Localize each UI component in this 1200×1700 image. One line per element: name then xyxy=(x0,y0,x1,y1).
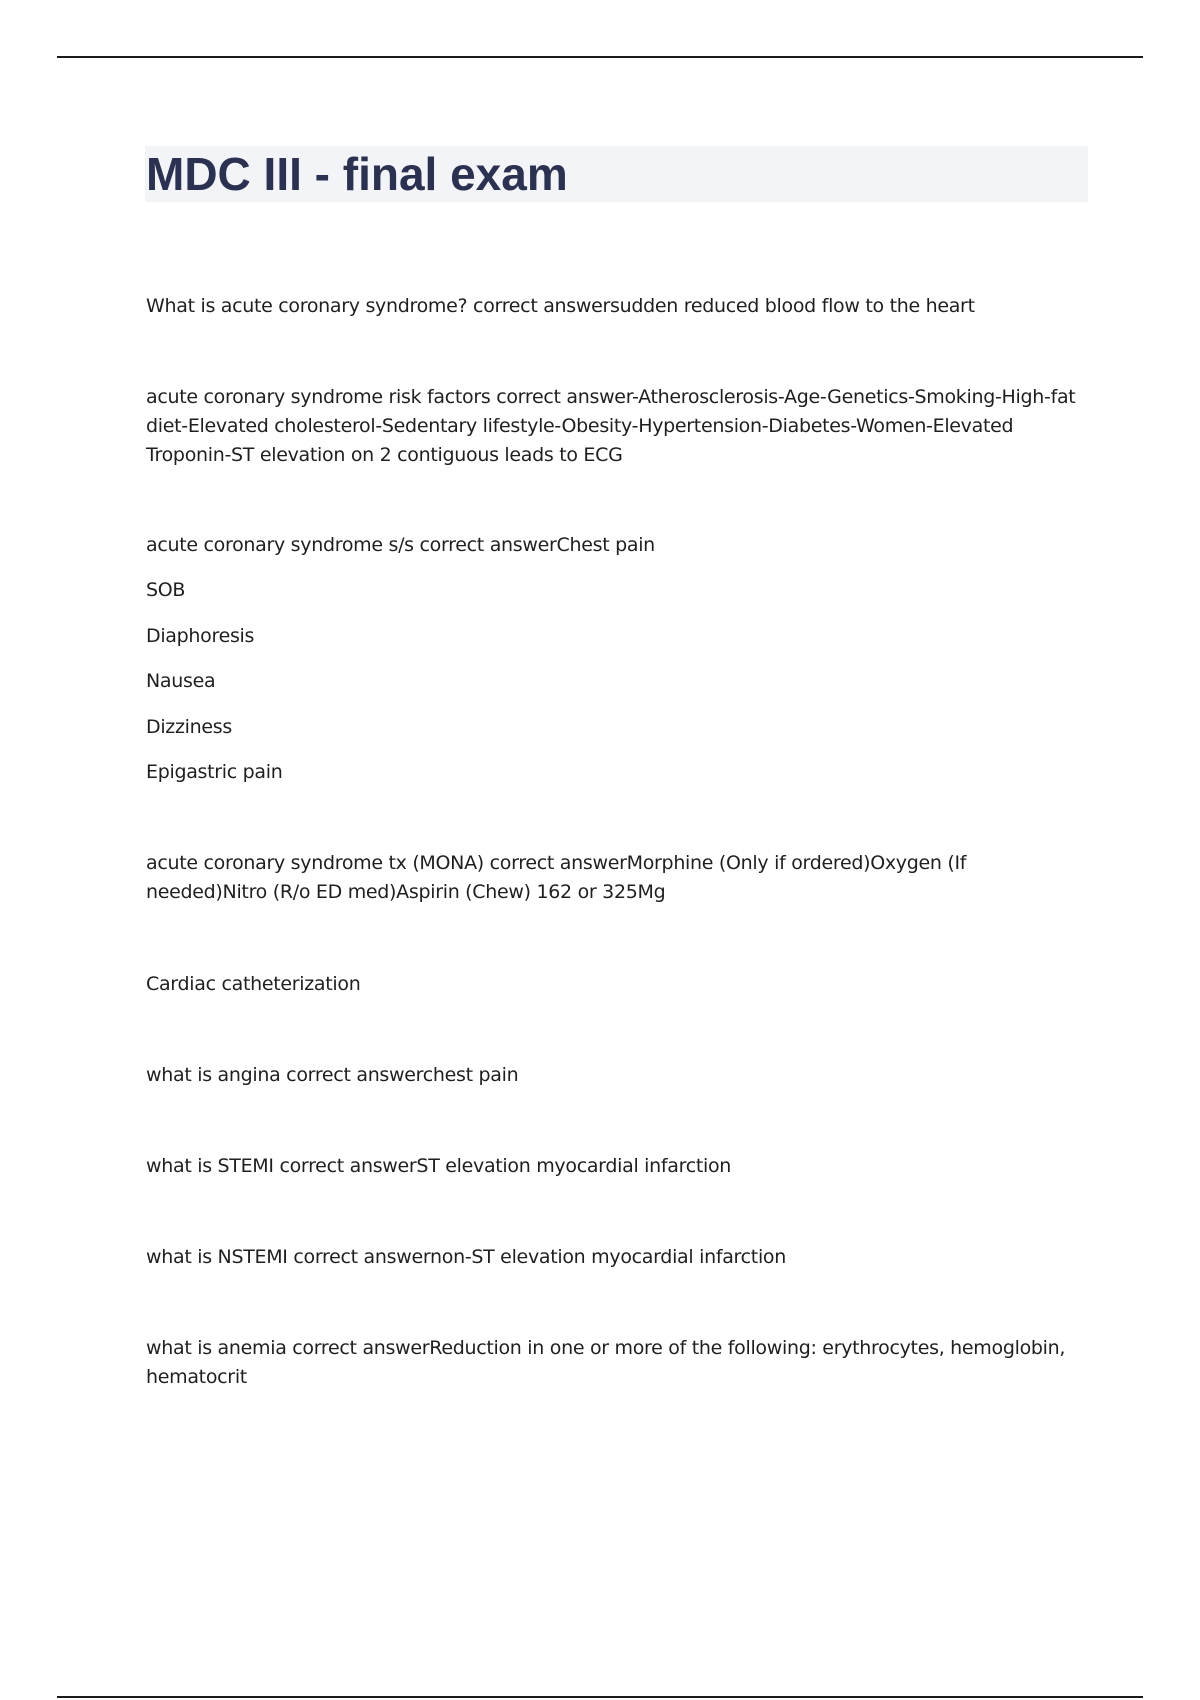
entry-acs-risk-factors: acute coronary syndrome risk factors correct answer-Atherosclerosis-Age-Genetics-Smoking-High-fat diet-Elevated cholesterol-Sedentary lifestyle-Obesity-Hypertension-Diabetes-Women-Elevated Troponin-ST elevation on 2 contiguous leads to ECG xyxy=(146,386,1076,466)
entry-nstemi: what is NSTEMI correct answernon-ST elevation myocardial infarction xyxy=(146,1246,786,1268)
entry-acs-signs-symptoms: acute coronary syndrome s/s correct answerChest pain xyxy=(146,534,655,556)
entry-cardiac-catheterization: Cardiac catheterization xyxy=(146,973,361,995)
top-rule xyxy=(57,56,1143,58)
symptom-item: Dizziness xyxy=(146,716,232,738)
entry-stemi: what is STEMI correct answerST elevation myocardial infarction xyxy=(146,1155,732,1177)
symptom-item: Epigastric pain xyxy=(146,761,283,783)
entry-acs-definition: What is acute coronary syndrome? correct answersudden reduced blood flow to the heart xyxy=(146,295,975,317)
symptom-item: Nausea xyxy=(146,670,216,692)
entry-acs-treatment: acute coronary syndrome tx (MONA) correct answerMorphine (Only if ordered)Oxygen (If needed)Nitro (R/o ED med)Aspirin (Chew) 162 or 325Mg xyxy=(146,852,967,903)
symptom-item: SOB xyxy=(146,579,186,601)
page-title: MDC III - final exam xyxy=(146,148,568,200)
bottom-rule xyxy=(57,1696,1143,1698)
symptom-item: Diaphoresis xyxy=(146,625,255,647)
entry-anemia: what is anemia correct answerReduction in one or more of the following: erythrocytes, hemoglobin, hematocrit xyxy=(146,1337,1066,1388)
entry-angina: what is angina correct answerchest pain xyxy=(146,1064,519,1086)
